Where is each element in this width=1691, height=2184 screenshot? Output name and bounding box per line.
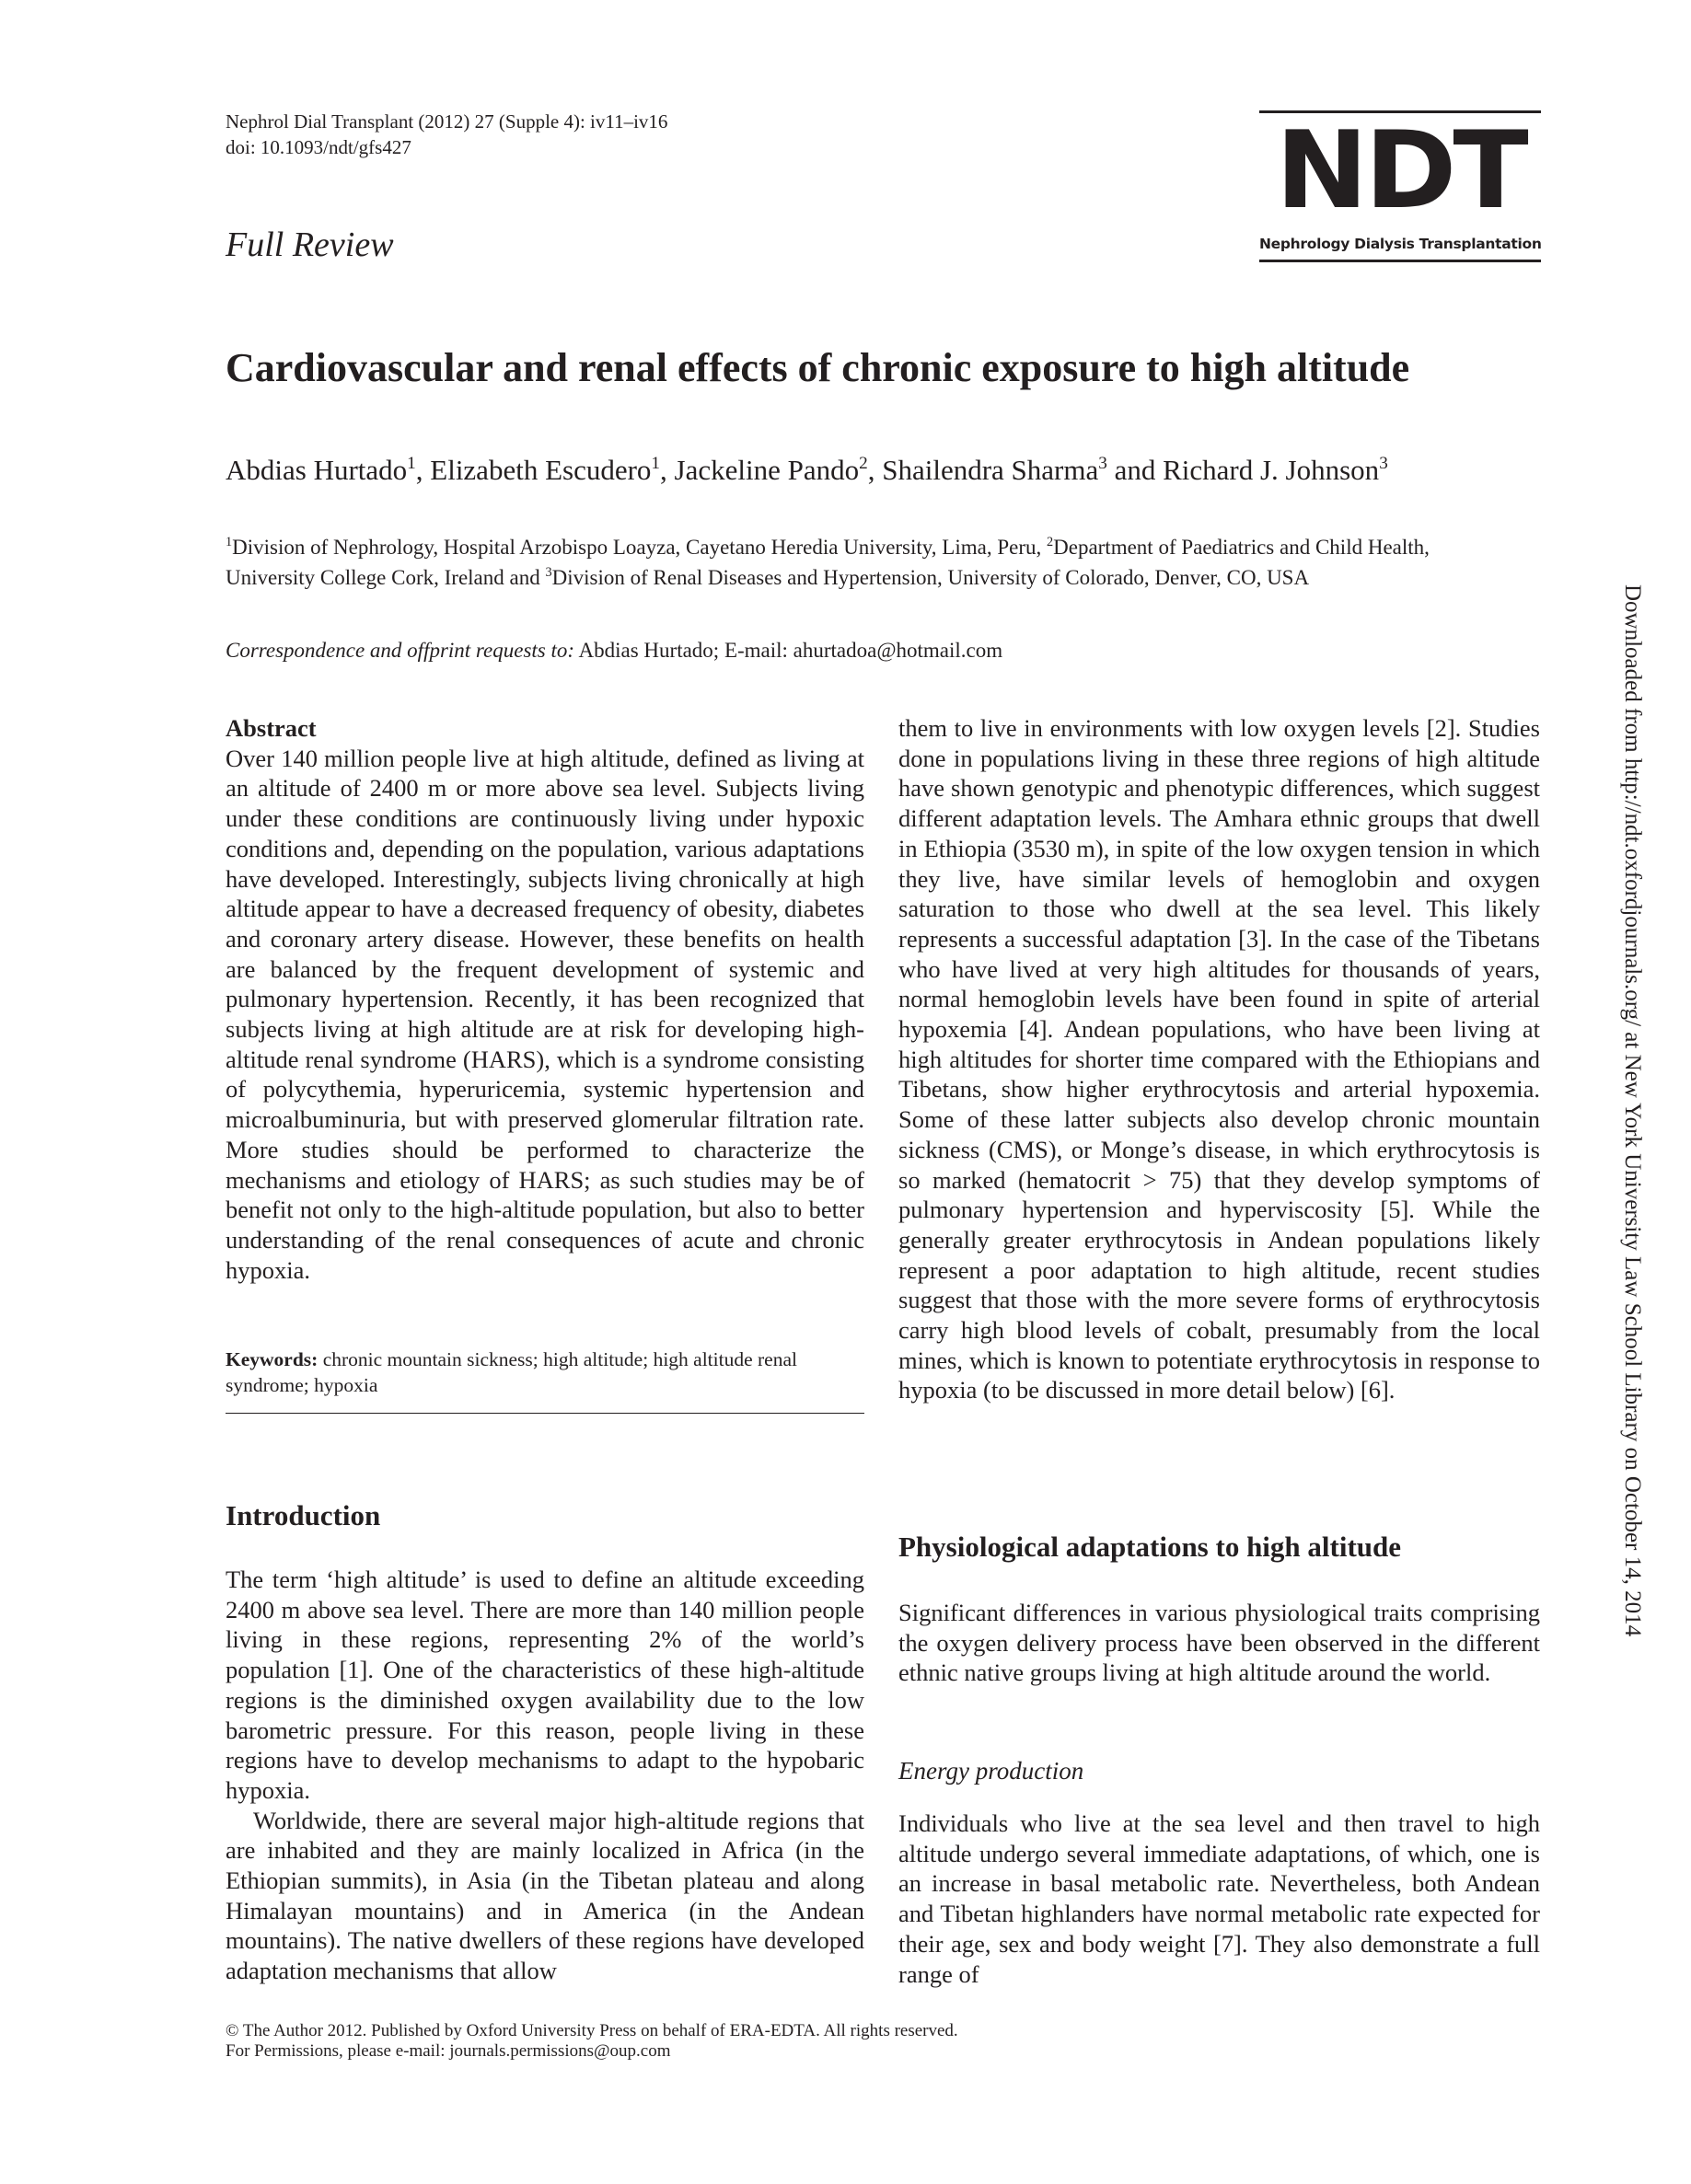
- keywords: [226, 1346, 864, 1398]
- affiliation: Department of Paediatrics and Child Health, University College Cork, Ireland and: [226, 536, 1430, 589]
- keywords-text: chronic mountain sickness; high altitude; high altitude renal syndrome; hypoxia: [226, 1348, 797, 1396]
- section-label: Full Review: [226, 225, 394, 264]
- author: Jackeline Pando: [674, 454, 860, 486]
- doi[interactable]: doi: 10.1093/ndt/gfs427: [226, 136, 411, 158]
- author-separator: ,: [415, 454, 431, 486]
- physiological-adaptations-heading: Physiological adaptations to high altitude: [898, 1531, 1402, 1563]
- correspondence: [226, 637, 1002, 664]
- author-affil-marker: 3: [1098, 454, 1107, 474]
- introduction-heading: Introduction: [226, 1499, 381, 1531]
- correspondence-text: Abdias Hurtado; E-mail: ahurtadoa@hotmail.com: [574, 639, 1003, 662]
- author-affil-marker: 2: [859, 454, 868, 474]
- permissions-notice: For Permissions, please e-mail: journals.permissions@oup.com: [226, 2041, 671, 2061]
- introduction-paragraph: The term ‘high altitude’ is used to define an altitude exceeding 2400 m above sea level. There are more than 140 million people living in these regions, representing 2% of the world’s population [1]. One of the characteristics of these high-altitude regions is the diminished oxygen availability due to the low barometric pressure. For this reason, people living in these regions have to develop mechanisms to adapt to the hypobaric hypoxia.: [226, 1566, 864, 1804]
- author-separator: ,: [660, 454, 675, 486]
- affil-marker: 1: [226, 535, 233, 550]
- logo-wordmark: NDT: [1275, 109, 1525, 233]
- keywords-label: Keywords:: [226, 1348, 319, 1370]
- author-affil-marker: 1: [407, 454, 416, 474]
- energy-production-paragraph: Individuals who live at the sea level and then travel to high altitude undergo several immediate adaptations, of which, one is an increase in basal metabolic rate. Nevertheless, both Andean and Tibetan highlanders have normal metabolic rate expected for their age, sex and body weight [7]. They also demonstrate a full range of: [898, 1809, 1540, 1988]
- author: Abdias Hurtado: [226, 454, 408, 486]
- author-affil-marker: 3: [1379, 454, 1388, 474]
- affiliation: Division of Nephrology, Hospital Arzobispo Loayza, Cayetano Heredia University, Lima, Peru,: [232, 536, 1047, 559]
- copyright-notice: © The Author 2012. Published by Oxford University Press on behalf of ERA-EDTA. All rights reserved.: [226, 2021, 958, 2040]
- download-watermark: Downloaded from http://ndt.oxfordjournals.org/ at New York University Law School Library on October 14, 2014: [1620, 584, 1645, 1637]
- introduction-body: [226, 1565, 864, 1986]
- affil-marker: 3: [545, 565, 552, 581]
- author-separator: and: [1106, 454, 1164, 486]
- abstract-heading: Abstract: [226, 714, 317, 742]
- article-title: Cardiovascular and renal effects of chronic exposure to high altitude: [226, 345, 1410, 390]
- ndt-logo: [1259, 110, 1541, 263]
- author: Elizabeth Escudero: [430, 454, 652, 486]
- author: Shailendra Sharma: [882, 454, 1099, 486]
- affiliation: Division of Renal Diseases and Hypertension, University of Colorado, Denver, CO, USA: [551, 566, 1310, 589]
- physiological-adaptations-paragraph: Significant differences in various physiological traits comprising the oxygen delivery process have been observed in the different ethnic native groups living at high altitude around the world.: [898, 1599, 1540, 1687]
- author: Richard J. Johnson: [1163, 454, 1380, 486]
- journal-citation: Nephrol Dial Transplant (2012) 27 (Supple 4): iv11–iv16: [226, 110, 668, 133]
- logo-rule-bottom: [1259, 260, 1541, 262]
- abstract-text: Over 140 million people live at high altitude, defined as living at an altitude of 2400 m or more above sea level. Subjects living under these conditions are continuously living under hypoxic conditions and, depending on the population, various adaptations have developed. Interestingly, subjects living chronically at high altitude appear to have a decreased frequency of obesity, diabetes and coronary artery disease. However, these benefits on health are balanced by the frequent development of systemic and pulmonary hypertension. Recently, it has been recognized that subjects living at high altitude are at risk for developing high-altitude renal syndrome (HARS), which is a syndrome consisting of polycythemia, hyperuricemia, systemic hypertension and microalbuminuria, but with preserved glomerular filtration rate. More studies should be performed to characterize the mechanisms and etiology of HARS; as such studies may be of benefit not only to the high-altitude population, but also to better understanding of the renal consequences of acute and chronic hypoxia.: [226, 744, 864, 1284]
- abstract-section: [226, 713, 864, 1285]
- author-separator: ,: [867, 454, 883, 486]
- affiliations: [226, 532, 1523, 593]
- energy-production-heading: Energy production: [898, 1757, 1084, 1785]
- affil-marker: 2: [1047, 535, 1054, 550]
- continued-paragraph: them to live in environments with low oxygen levels [2]. Studies done in populations living in these three regions of high altitude have shown genotypic and phenotypic differences, which suggest different adaptation levels. The Amhara ethnic groups that dwell in Ethiopia (3530 m), in spite of the low oxygen tension in which they live, have similar levels of hemoglobin and oxygen saturation to those who dwell at the sea level. This likely represents a successful adaptation [3]. In the case of the Tibetans who have lived at very high altitudes for thousands of years, normal hemoglobin levels have been found in spite of arterial hypoxemia [4]. Andean populations, who have been living at high altitudes for shorter time compared with the Ethiopians and Tibetans, show higher erythrocytosis and arterial hypoxemia. Some of these latter subjects also develop chronic mountain sickness (CMS), or Monge’s disease, in which erythrocytosis is so marked (hematocrit > 75) that they develop symptoms of pulmonary hypertension and hyperviscosity [5]. While the generally greater erythrocytosis in Andean populations likely represent a poor adaptation to high altitude, recent studies suggest that those with the more severe forms of erythrocytosis carry high blood levels of cobalt, presumably from the local mines, which is known to potentiate erythrocytosis in response to hypoxia (to be discussed in more detail below) [6].: [898, 714, 1540, 1404]
- author-list: [226, 453, 1388, 488]
- correspondence-label: Correspondence and offprint requests to:: [226, 639, 575, 662]
- author-affil-marker: 1: [651, 454, 661, 474]
- logo-subtitle: Nephrology Dialysis Transplantation: [1259, 236, 1542, 252]
- abstract-divider: [226, 1413, 864, 1414]
- introduction-paragraph: Worldwide, there are several major high-altitude regions that are inhabited and they are mainly localized in Africa (in the Ethiopian summits), in Asia (in the Tibetan plateau and along Himalayan mountains) and in America (in the Andean mountains). The native dwellers of these regions have developed adaptation mechanisms that allow: [226, 1806, 864, 1985]
